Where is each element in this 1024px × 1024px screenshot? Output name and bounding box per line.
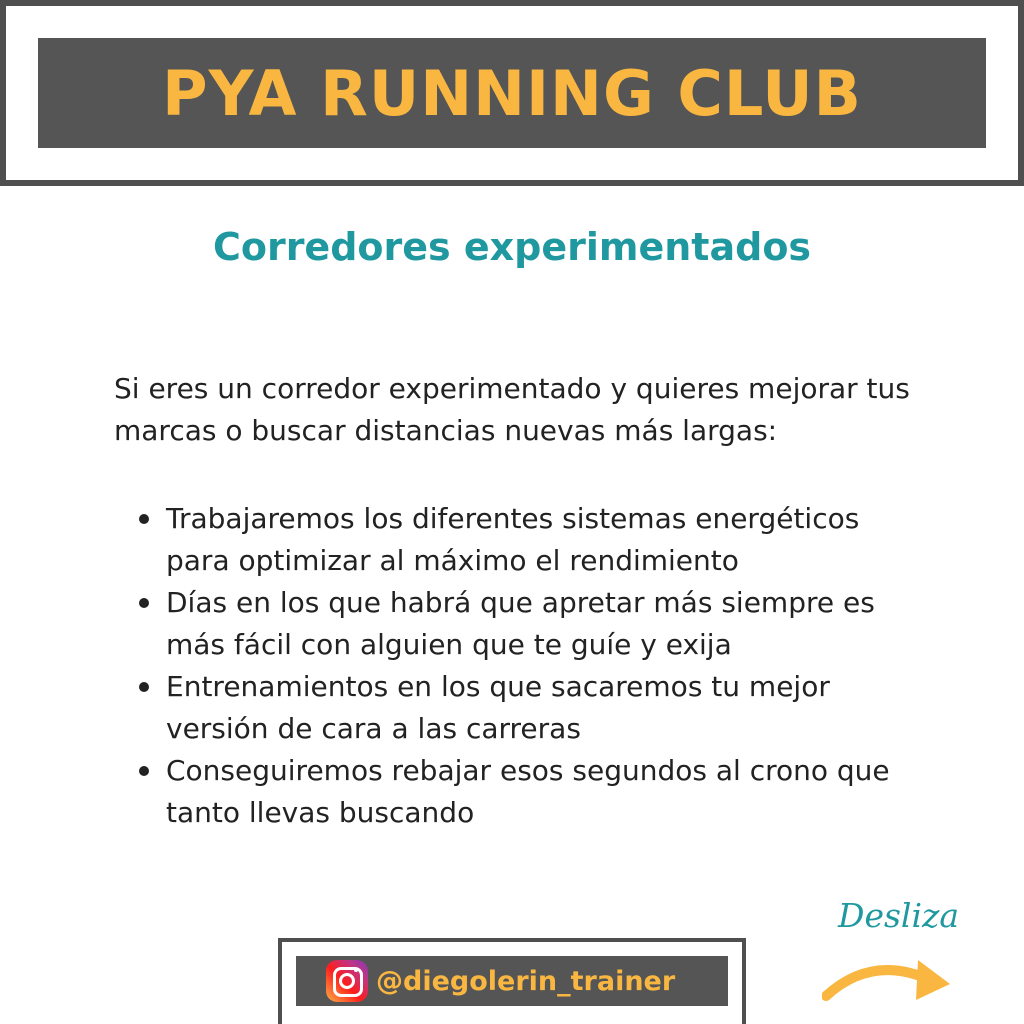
- list-item-text: Días en los que habrá que apretar más siempre es más fácil con alguien que te guíe y exija: [166, 586, 875, 661]
- list-item: [166, 498, 926, 582]
- list-item: [166, 750, 926, 834]
- list-item-text: Entrenamientos en los que sacaremos tu mejor versión de cara a las carreras: [166, 670, 830, 745]
- page-title: PYA RUNNING CLUB: [162, 56, 862, 130]
- header-banner: [38, 38, 986, 148]
- bullet-icon: [139, 598, 149, 608]
- bullet-icon: [139, 514, 149, 524]
- instagram-icon: [326, 960, 368, 1002]
- list-item: [166, 666, 926, 750]
- instagram-handle-badge[interactable]: [296, 956, 728, 1006]
- bullet-icon: [139, 766, 149, 776]
- intro-paragraph: Si eres un corredor experimentado y quieres mejorar tus marcas o buscar distancias nuevas más largas:: [114, 372, 910, 447]
- benefits-list: [166, 498, 926, 834]
- bullet-icon: [139, 682, 149, 692]
- list-item: [166, 582, 926, 666]
- section-subtitle: Corredores experimentados: [212, 225, 812, 269]
- swipe-label: Desliza: [838, 896, 960, 935]
- list-item-text: Trabajaremos los diferentes sistemas energéticos para optimizar al máximo el rendimiento: [166, 502, 860, 577]
- arrow-right-icon[interactable]: [822, 950, 954, 1006]
- instagram-handle[interactable]: @diegolerin_trainer: [376, 965, 676, 997]
- list-item-text: Conseguiremos rebajar esos segundos al crono que tanto llevas buscando: [166, 754, 890, 829]
